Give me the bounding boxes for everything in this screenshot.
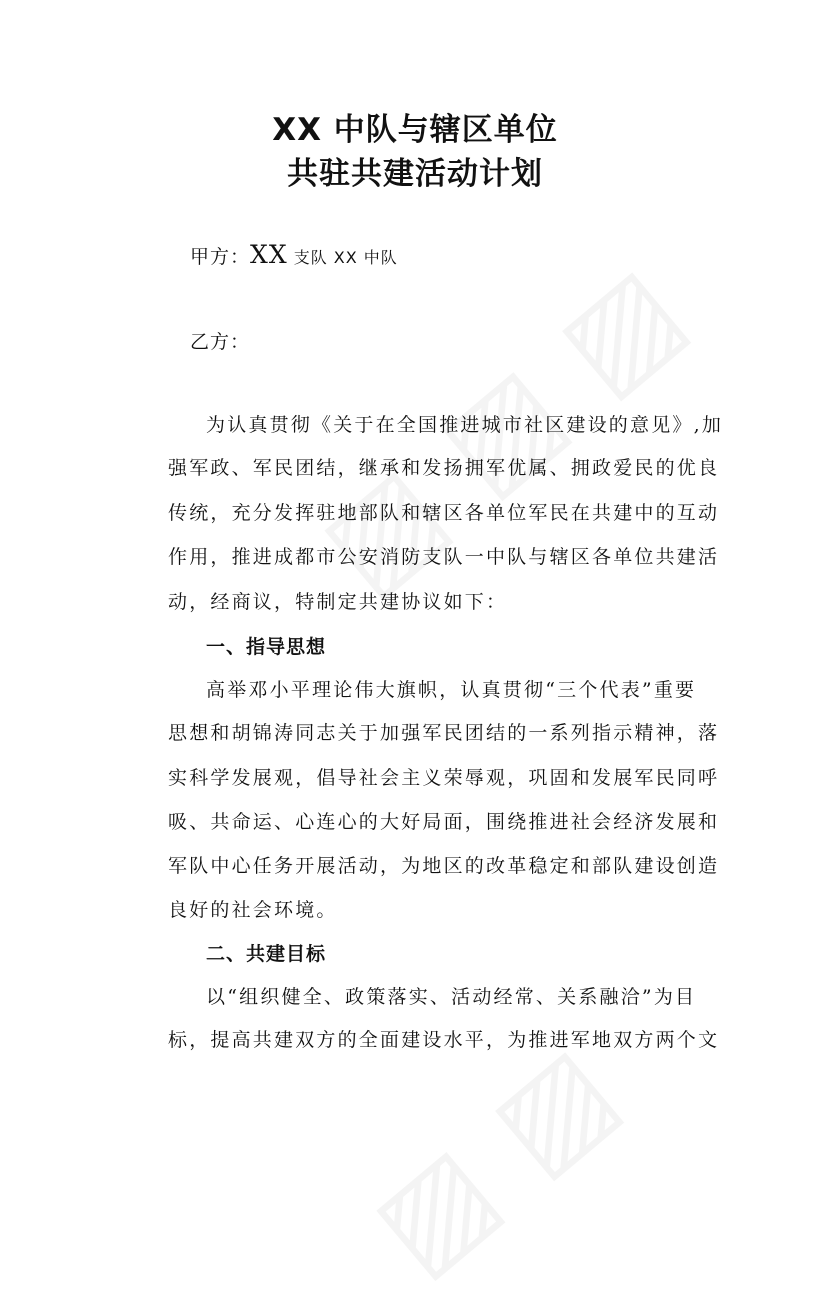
section1-line: 军队中心任务开展活动，为地区的改革稳定和部队建设创造: [168, 855, 720, 877]
intro-line: 作用，推进成都市公安消防支队一中队与辖区各单位共建活: [168, 546, 720, 568]
section1-line: 高举邓小平理论伟大旗帜，认真贯彻“三个代表”重要: [206, 679, 697, 701]
section1-line: 吸、共命运、心连心的大好局面，围绕推进社会经济发展和: [168, 811, 720, 833]
party-b: [190, 327, 250, 354]
intro-line: 为认真贯彻《关于在全国推进城市社区建设的意见》,加: [206, 414, 724, 436]
party-a-name-rest: 支队 XX 中队: [287, 248, 398, 267]
section1-line: 实科学发展观，倡导社会主义荣辱观，巩固和发展军民同呼: [168, 767, 720, 789]
party-a-name-prefix: XX: [250, 240, 288, 269]
intro-line: 传统，充分发挥驻地部队和辖区各单位军民在共建中的互动: [168, 502, 720, 524]
section1-line: 思想和胡锦涛同志关于加强军民团结的一系列指示精神，落: [168, 722, 720, 744]
section1-line: 良好的社会环境。: [168, 899, 338, 921]
party-a-label: 甲方：: [190, 246, 251, 268]
section1-heading: 一、指导思想: [206, 636, 327, 658]
document-title-line2: 共驻共建活动计划: [287, 156, 543, 192]
party-a: [190, 240, 398, 269]
intro-line: 强军政、军民团结，继承和发扬拥军优属、拥政爱民的优良: [168, 457, 720, 479]
document-title-line1: XX 中队与辖区单位: [272, 112, 558, 148]
party-b-label: 乙方：: [190, 331, 251, 353]
section2-line: 以“组织健全、政策落实、活动经常、关系融洽”为目: [206, 986, 697, 1008]
watermark: [347, 1020, 642, 1299]
intro-line: 动，经商议，特制定共建协议如下：: [168, 591, 508, 613]
section2-line: 标，提高共建双方的全面建设水平，为推进军地双方两个文: [168, 1029, 720, 1051]
section2-heading: 二、共建目标: [206, 943, 327, 965]
